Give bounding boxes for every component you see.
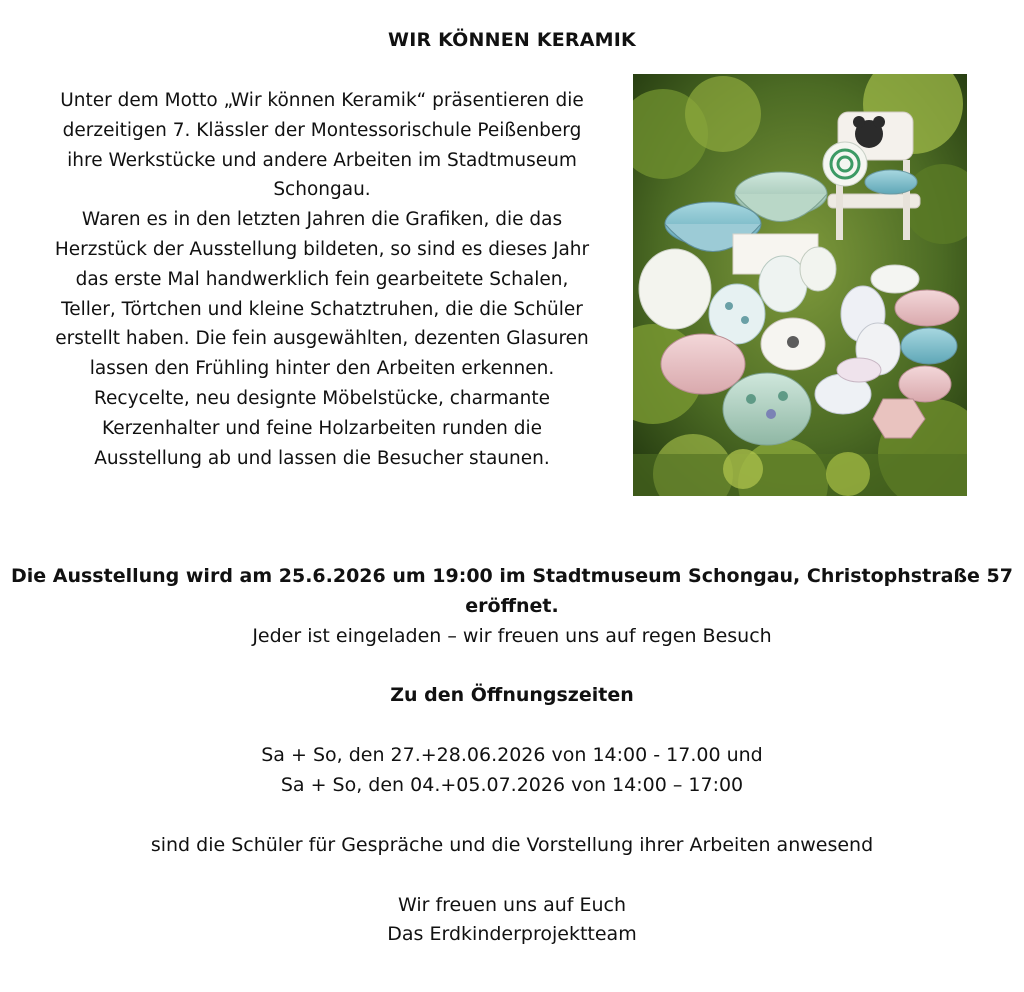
intro-line: erstellt haben. Die fein ausgewählten, dezenten Glasuren <box>55 328 589 350</box>
intro-line: das erste Mal handwerklich fein gearbeitete Schalen, <box>75 268 569 290</box>
intro-line: Kerzenhalter und feine Holzarbeiten runden die <box>101 417 543 439</box>
intro-line: ihre Werkstücke und andere Arbeiten im Stadtmuseum <box>67 149 577 171</box>
intro-line: Ausstellung ab und lassen die Besucher staunen. <box>94 447 550 469</box>
hours-slot-1: Sa + So, den 27.+28.06.2026 von 14:00 - 17.00 und <box>261 744 763 767</box>
opening-line-2: eröffnet. <box>465 594 559 617</box>
presence-text: sind die Schüler für Gespräche und die Vorstellung ihrer Arbeiten anwesend <box>150 833 874 856</box>
closing-line-1: Wir freuen uns auf Euch <box>397 893 627 916</box>
hours-heading: Zu den Öffnungszeiten <box>390 684 634 707</box>
intro-line: Waren es in den letzten Jahren die Grafiken, die das <box>81 209 563 231</box>
closing-line-2: Das Erdkinderprojektteam <box>387 923 637 946</box>
intro-line: Herzstück der Ausstellung bildeten, so sind es dieses Jahr <box>54 238 590 260</box>
intro-line: Teller, Törtchen und kleine Schatztruhen, die die Schüler <box>61 298 583 320</box>
page-title: WIR KÖNNEN KERAMIK <box>388 29 636 51</box>
intro-line: derzeitigen 7. Klässler der Montessorischule Peißenberg <box>62 119 582 141</box>
invitation-text: Jeder ist eingeladen – wir freuen uns auf regen Besuch <box>252 624 772 647</box>
hours-slot-2: Sa + So, den 04.+05.07.2026 von 14:00 – 17:00 <box>280 773 744 796</box>
ceramics-photo <box>633 74 967 496</box>
intro-line: lassen den Frühling hinter den Arbeiten erkennen. <box>89 358 555 380</box>
intro-line: Schongau. <box>273 179 371 201</box>
intro-text <box>18 86 626 473</box>
intro-line: Recycelte, neu designte Möbelstücke, charmante <box>94 387 550 409</box>
intro-line: Unter dem Motto „Wir können Keramik“ präsentieren die <box>60 90 584 111</box>
opening-line-1: Die Ausstellung wird am 25.6.2026 um 19:00 im Stadtmuseum Schongau, Christophstraße 57 <box>10 565 1013 587</box>
event-details <box>0 562 1024 950</box>
